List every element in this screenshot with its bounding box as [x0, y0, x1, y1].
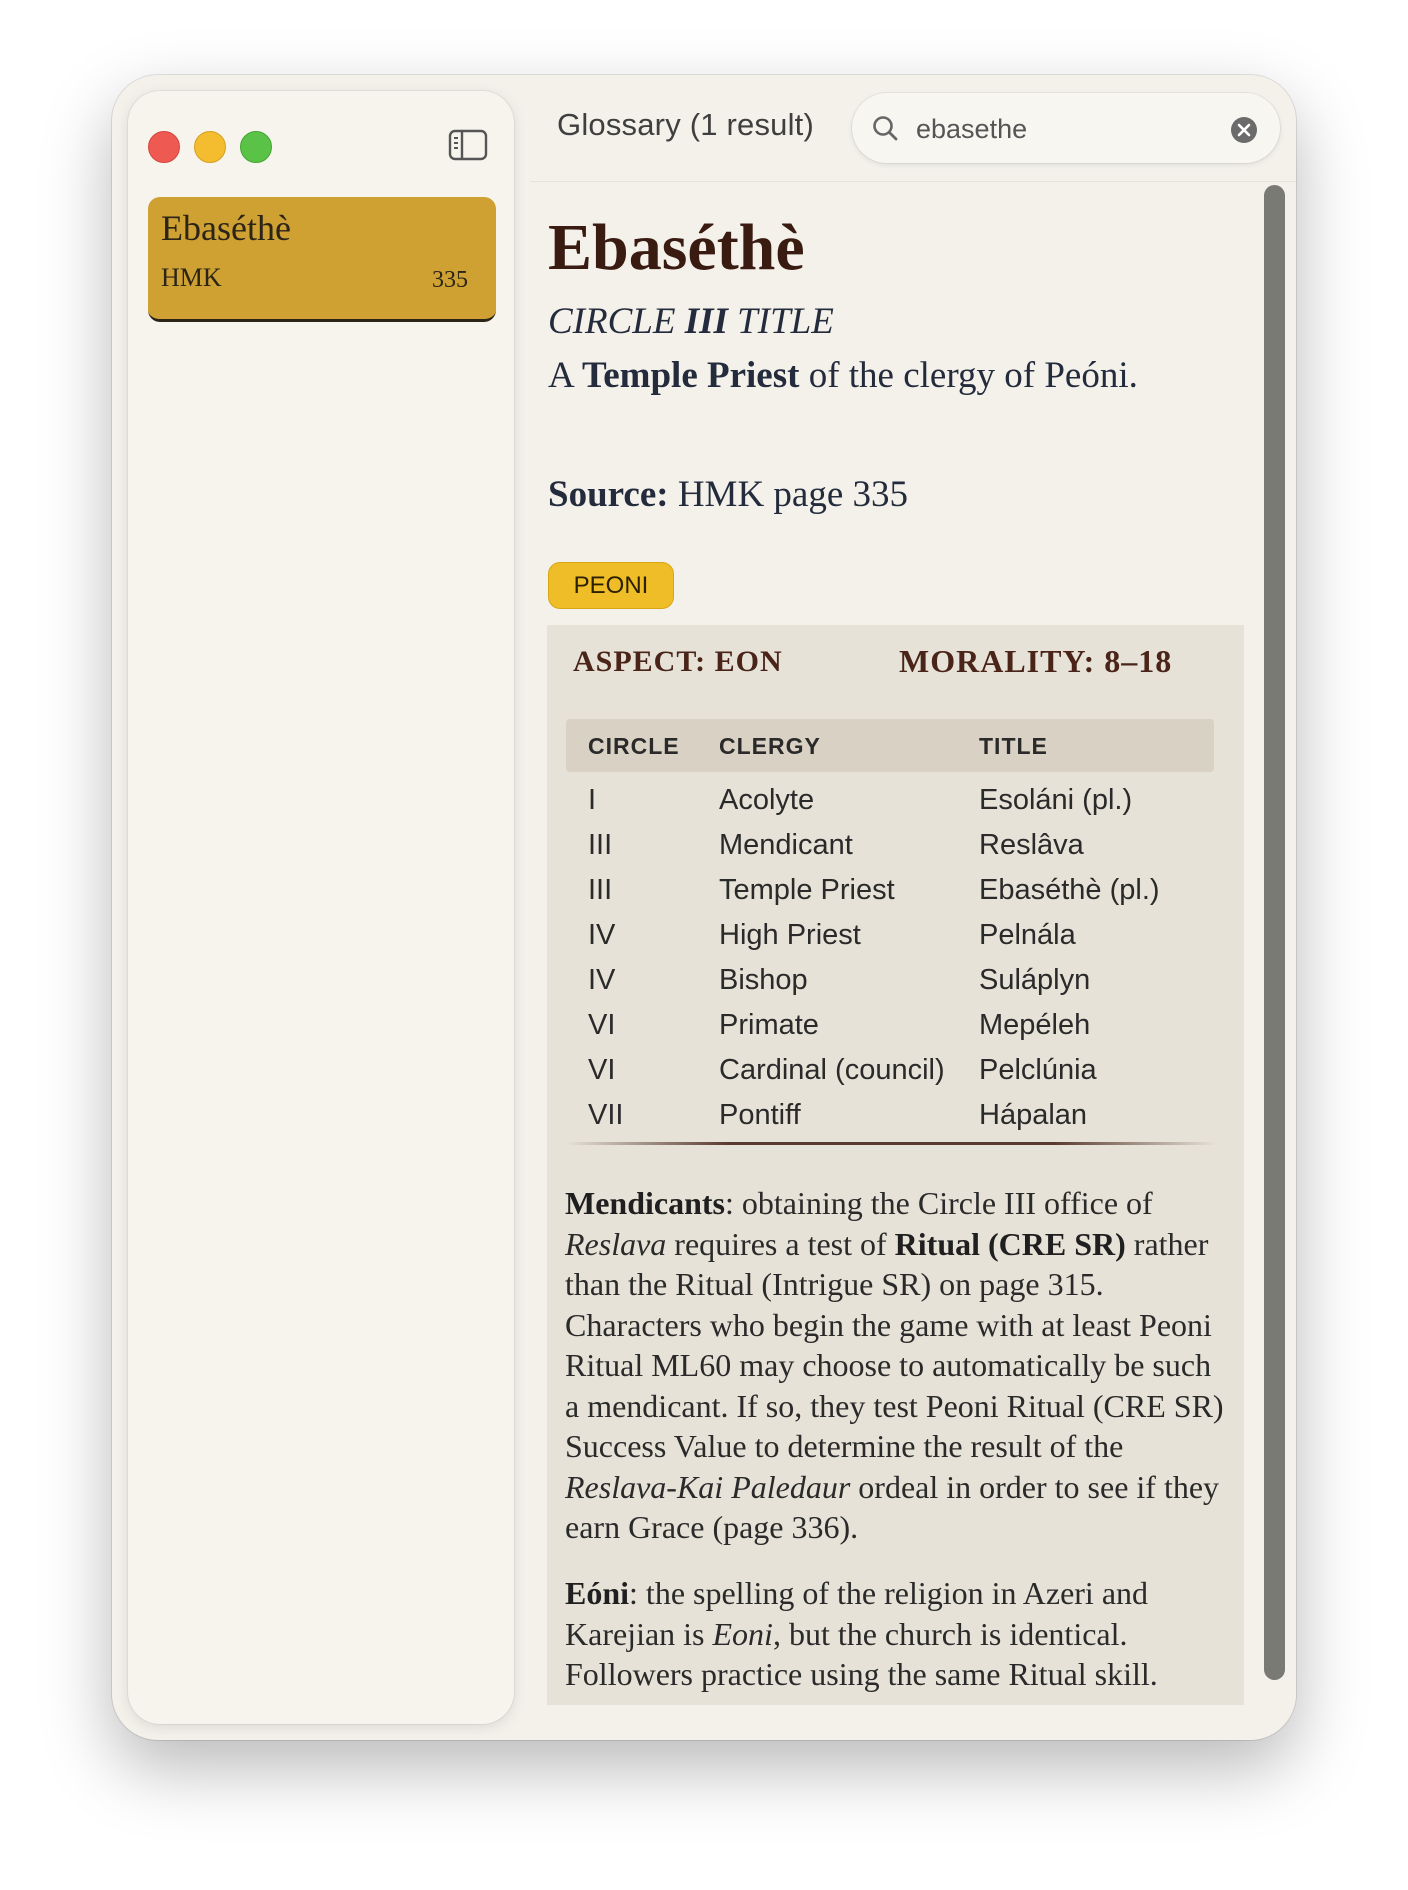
- desc-suffix: of the clergy of Peóni.: [799, 355, 1138, 396]
- zoom-window-button[interactable]: [240, 131, 272, 163]
- list-item-title: Ebaséthè: [161, 208, 291, 248]
- cell-title: Mepéleh: [979, 1009, 1091, 1041]
- list-item-source: HMK: [161, 263, 222, 292]
- para-italic: Reslava: [565, 1225, 667, 1262]
- sidebar: [128, 91, 514, 1724]
- circle-number: III: [684, 301, 728, 342]
- cell-clergy: Pontiff: [719, 1099, 801, 1131]
- clergy-panel: [547, 625, 1244, 1705]
- para-italic: Reslava-Kai Paledaur: [565, 1468, 851, 1505]
- cell-circle: VI: [588, 1009, 616, 1041]
- cell-circle: III: [588, 829, 613, 861]
- cell-clergy: Temple Priest: [719, 874, 895, 906]
- cell-clergy: High Priest: [719, 919, 861, 951]
- cell-circle: VII: [588, 1099, 624, 1131]
- entry-description: [548, 354, 1138, 397]
- source-label: Source:: [548, 474, 669, 515]
- para-bold: Ritual (CRE SR): [894, 1225, 1126, 1262]
- table-row: [566, 1054, 1214, 1099]
- para-text: , but the church is identical. Followers practice using the same Ritual skill.: [565, 1615, 1158, 1692]
- desc-bold: Temple Priest: [581, 355, 800, 396]
- cell-clergy: Bishop: [719, 964, 808, 996]
- cell-circle: III: [588, 874, 613, 906]
- table-row: [566, 829, 1214, 874]
- cell-clergy: Mendicant: [719, 829, 853, 861]
- table-divider: [566, 1142, 1216, 1145]
- cell-clergy: Acolyte: [719, 784, 815, 816]
- sidebar-toggle-icon[interactable]: [448, 129, 488, 161]
- glossary-list-item[interactable]: [148, 197, 496, 322]
- search-icon: [872, 115, 898, 141]
- search-input[interactable]: [914, 107, 1228, 151]
- para-term: Eóni: [565, 1575, 630, 1611]
- cell-title: Pelclúnia: [979, 1054, 1097, 1086]
- desc-prefix: A: [548, 355, 582, 396]
- morality-label: MORALITY: 8–18: [899, 643, 1173, 679]
- cell-title: Ebaséthè (pl.): [979, 874, 1160, 906]
- cell-circle: IV: [588, 919, 616, 951]
- cell-title: Hápalan: [979, 1099, 1088, 1131]
- cell-clergy: Cardinal (council): [719, 1054, 945, 1086]
- close-window-button[interactable]: [148, 131, 180, 163]
- table-row: [566, 874, 1214, 919]
- list-item-page: 335: [432, 267, 468, 293]
- clear-search-icon[interactable]: [1230, 116, 1258, 144]
- minimize-window-button[interactable]: [194, 131, 226, 163]
- search-field[interactable]: [852, 93, 1280, 163]
- para-text: ordeal in order to see if they earn Grace (page 336).: [565, 1468, 1220, 1545]
- content-scrollbar[interactable]: [1264, 185, 1285, 1680]
- entry-source: [548, 473, 908, 516]
- cell-circle: I: [588, 784, 597, 816]
- table-row: [566, 1099, 1214, 1144]
- table-header: [566, 719, 1214, 772]
- para-text: : obtaining the Circle III office of: [725, 1185, 1153, 1221]
- cell-title: Suláplyn: [979, 964, 1091, 996]
- para-text: : the spelling of the religion in Azeri and Karejian is: [565, 1575, 1149, 1652]
- cell-title: Reslâva: [979, 829, 1084, 861]
- cell-circle: VI: [588, 1054, 616, 1086]
- cell-clergy: Primate: [719, 1009, 819, 1041]
- religion-tag[interactable]: PEONI: [548, 562, 674, 609]
- table-row: [566, 964, 1214, 1009]
- entry-term: Ebaséthè: [548, 211, 805, 284]
- eoni-paragraph: [565, 1573, 1233, 1695]
- cell-title: Esoláni (pl.): [979, 784, 1133, 816]
- table-row: [566, 784, 1214, 829]
- source-value: HMK page 335: [668, 474, 909, 515]
- cell-circle: IV: [588, 964, 616, 996]
- circle-suffix: TITLE: [727, 301, 834, 342]
- para-text: requires a test of: [666, 1225, 895, 1262]
- para-term: Mendicants: [565, 1185, 725, 1221]
- col-title: TITLE: [979, 733, 1048, 759]
- table-row: [566, 1009, 1214, 1054]
- window-title: Glossary (1 result): [557, 107, 815, 142]
- aspect-label: ASPECT: EON: [573, 645, 783, 678]
- para-text: rather than the Ritual (Intrigue SR) on page 315. Characters who begin the game with at least Peoni Ritual ML60 may choose to automatically be such a mendicant. If so, they test Peoni Ritual (CRE SR) Success Value to determine the result of the: [565, 1225, 1224, 1464]
- table-row: [566, 919, 1214, 964]
- entry-circle: [548, 300, 834, 343]
- circle-prefix: CIRCLE: [548, 301, 685, 342]
- cell-title: Pelnála: [979, 919, 1076, 951]
- mendicants-paragraph: [565, 1183, 1233, 1548]
- col-circle: CIRCLE: [588, 733, 680, 759]
- para-italic: Eoni: [712, 1615, 773, 1652]
- col-clergy: CLERGY: [719, 733, 821, 759]
